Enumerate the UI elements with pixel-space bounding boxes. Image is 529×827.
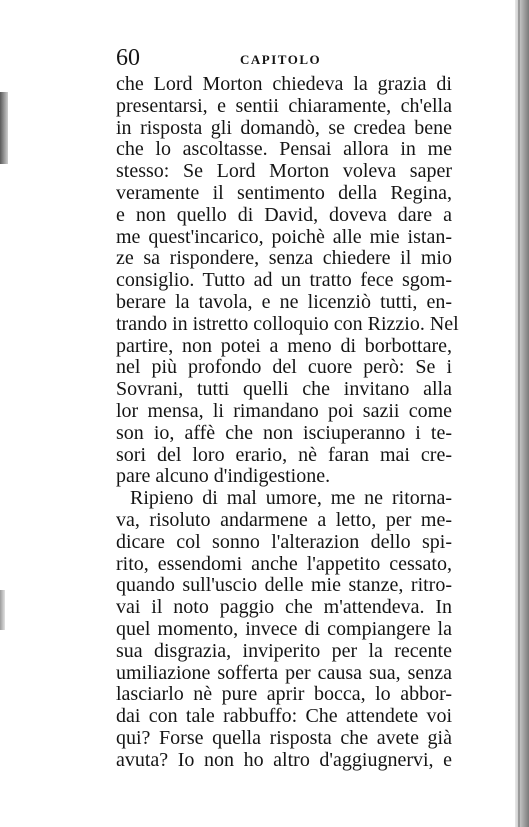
text-line: me quest'incarico, poichè alle mie istan- bbox=[116, 225, 452, 248]
text-line: berare la tavola, e ne licenziò tutti, en- bbox=[116, 290, 452, 313]
scan-margin-shadow-lower bbox=[0, 590, 5, 630]
text-line: Ripieno di mal umore, me ne ritorna- bbox=[130, 487, 452, 510]
text-line: trando in istretto colloquio con Rizzio. Nel bbox=[116, 312, 459, 335]
body-text bbox=[116, 73, 459, 772]
paragraph-1 bbox=[116, 73, 459, 488]
text-line: dai con tale rabbuffo: Che attendete voi bbox=[116, 705, 452, 728]
text-line: ze sa rispondere, senza chiedere il mio bbox=[116, 247, 452, 270]
text-line: consiglio. Tutto ad un tratto fece sgom- bbox=[116, 269, 452, 292]
text-line: Sovrani, tutti quelli che invitano alla bbox=[116, 378, 452, 401]
text-line: qui? Forse quella risposta che avete già bbox=[116, 726, 452, 749]
text-line: sua disgrazia, inviperito per la recente bbox=[116, 639, 452, 662]
text-line: nel più profondo del cuore però: Se i bbox=[116, 356, 452, 379]
text-line: veramente il sentimento della Regina, bbox=[116, 181, 452, 204]
text-line: presentarsi, e sentii chiaramente, ch'ella bbox=[116, 94, 452, 117]
page-number: 60 bbox=[116, 45, 140, 71]
scan-margin-shadow bbox=[0, 92, 8, 164]
paragraph-2 bbox=[116, 488, 452, 771]
page-binding-edge bbox=[515, 0, 529, 827]
text-line: partire, non potei a meno di borbottare, bbox=[116, 334, 452, 357]
text-line: lor mensa, li rimandano poi sazii come bbox=[116, 399, 452, 422]
text-line: rito, essendomi anche l'appetito cessato, bbox=[116, 552, 452, 575]
text-line: in risposta gli domandò, se credea bene bbox=[116, 116, 452, 139]
text-line: quel momento, invece di compiangere la bbox=[116, 617, 452, 640]
text-line: pare alcuno d'indigestione. bbox=[116, 465, 331, 488]
text-line: umiliazione sofferta per causa sua, senza bbox=[116, 661, 452, 684]
text-line: sori del loro erario, nè faran mai cre- bbox=[116, 443, 452, 466]
text-line: che lo ascoltasse. Pensai allora in me bbox=[116, 138, 452, 161]
text-line: dicare col sonno l'alterazion dello spi- bbox=[116, 530, 452, 553]
text-line: che Lord Morton chiedeva la grazia di bbox=[116, 73, 452, 95]
text-line: vai il noto paggio che m'attendeva. In bbox=[116, 596, 452, 619]
text-line: quando sull'uscio delle mie stanze, ritro- bbox=[116, 574, 452, 597]
text-line: va, risoluto andarmene a letto, per me- bbox=[116, 508, 452, 531]
text-line: son io, affè che non isciuperanno i te- bbox=[116, 421, 452, 444]
running-head: CAPITOLO bbox=[240, 52, 322, 67]
text-line: avuta? Io non ho altro d'aggiugnervi, e bbox=[116, 748, 452, 771]
text-line: lasciarlo nè pure aprir bocca, lo abbor- bbox=[116, 683, 452, 706]
text-line: stesso: Se Lord Morton voleva saper bbox=[116, 160, 452, 183]
text-line: e non quello di David, doveva dare a bbox=[116, 203, 452, 226]
page-header bbox=[116, 44, 452, 72]
